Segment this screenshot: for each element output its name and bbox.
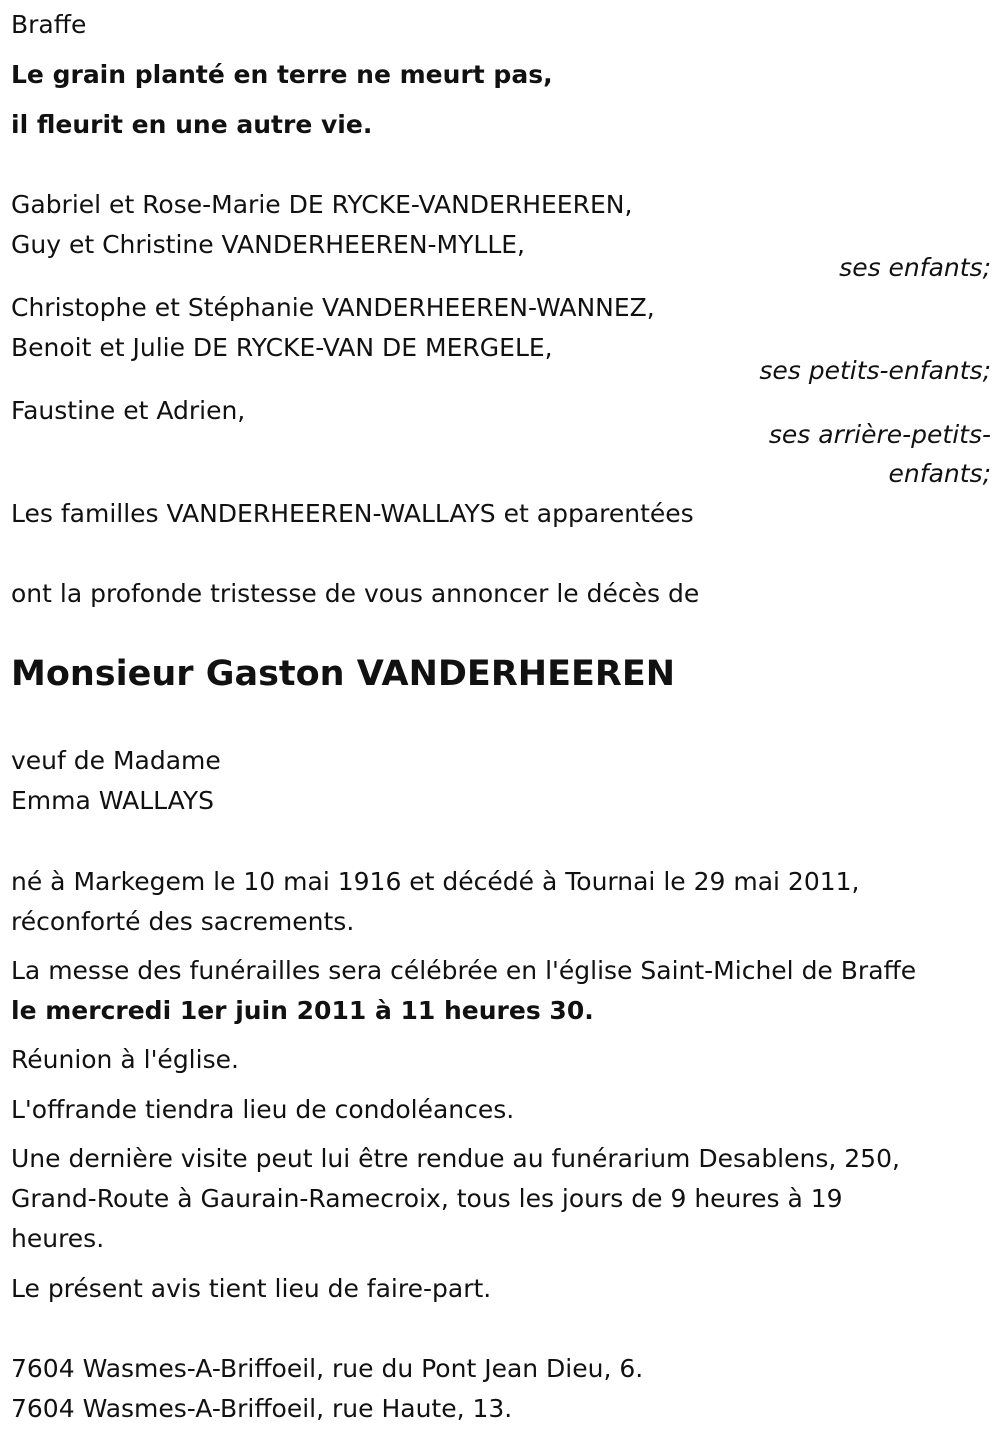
- quote-line-1: Le grain planté en terre ne meurt pas,: [11, 60, 553, 89]
- quote-line-2: il fleurit en une autre vie.: [11, 110, 373, 139]
- funeral-datetime: le mercredi 1er juin 2011 à 11 heures 30.: [11, 996, 594, 1025]
- great-grandchildren-role-1: ses arrière-petits-: [768, 420, 991, 449]
- deceased-name: Monsieur Gaston VANDERHEEREN: [11, 654, 676, 694]
- address-line-2: 7604 Wasmes-A-Briffoeil, rue Haute, 13.: [11, 1394, 513, 1423]
- families-line: Les familles VANDERHEEREN-WALLAYS et apparentées: [11, 499, 694, 528]
- widower-line-1: veuf de Madame: [11, 746, 221, 775]
- address-line-1: 7604 Wasmes-A-Briffoeil, rue du Pont Jean Dieu, 6.: [11, 1354, 644, 1383]
- notice-line: Le présent avis tient lieu de faire-part.: [11, 1274, 492, 1303]
- visit-line-1: Une dernière visite peut lui être rendue au funérarium Desablens, 250,: [11, 1144, 900, 1173]
- grandchildren-role: ses petits-enfants;: [759, 356, 991, 385]
- grandchildren-name-2: Benoit et Julie DE RYCKE-VAN DE MERGELE,: [11, 333, 553, 362]
- visit-line-3: heures.: [11, 1224, 105, 1253]
- birth-death-line-2: réconforté des sacrements.: [11, 907, 355, 936]
- funeral-mass: La messe des funérailles sera célébrée en l'église Saint-Michel de Braffe: [11, 956, 917, 985]
- location-heading: Braffe: [11, 10, 87, 39]
- grandchildren-name-1: Christophe et Stéphanie VANDERHEEREN-WANNEZ,: [11, 293, 655, 322]
- birth-death-line-1: né à Markegem le 10 mai 1916 et décédé à Tournai le 29 mai 2011,: [11, 867, 860, 896]
- widower-line-2: Emma WALLAYS: [11, 786, 214, 815]
- announcement-line: ont la profonde tristesse de vous annoncer le décès de: [11, 579, 700, 608]
- great-grandchildren-names: Faustine et Adrien,: [11, 396, 246, 425]
- visit-line-2: Grand-Route à Gaurain-Ramecroix, tous les jours de 9 heures à 19: [11, 1184, 843, 1213]
- children-name-1: Gabriel et Rose-Marie DE RYCKE-VANDERHEEREN,: [11, 190, 633, 219]
- children-name-2: Guy et Christine VANDERHEEREN-MYLLE,: [11, 230, 526, 259]
- offering-line: L'offrande tiendra lieu de condoléances.: [11, 1095, 515, 1124]
- great-grandchildren-role-2: enfants;: [888, 459, 991, 488]
- meeting-line: Réunion à l'église.: [11, 1045, 239, 1074]
- children-role: ses enfants;: [839, 253, 991, 282]
